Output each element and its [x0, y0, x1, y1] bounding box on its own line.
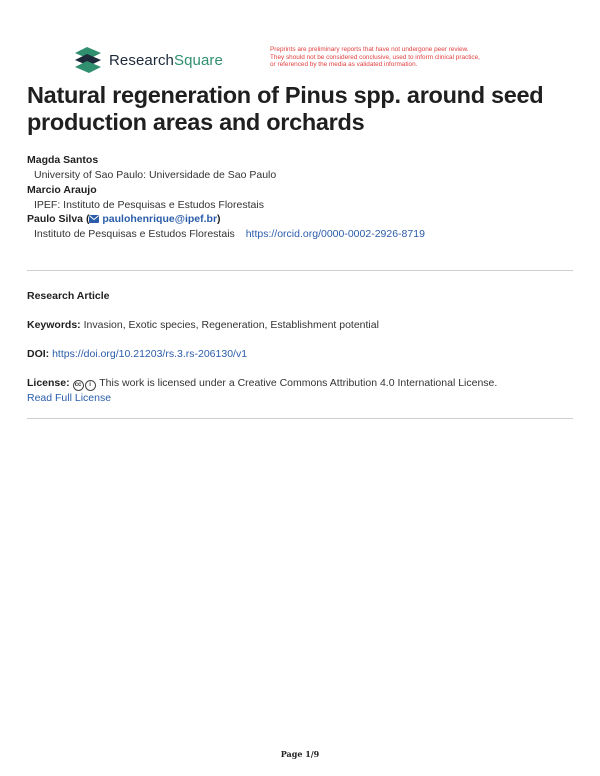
attribution-icon: i — [85, 380, 96, 391]
license-text: This work is licensed under a Creative Commons Attribution 4.0 International License. — [99, 377, 498, 389]
creative-commons-icon: cc — [73, 380, 84, 391]
doi-link[interactable]: https://doi.org/10.21203/rs.3.rs-206130/v1 — [52, 348, 248, 360]
research-square-logo-icon — [73, 47, 103, 73]
preprint-notice — [270, 46, 570, 69]
keywords-value: Invasion, Exotic species, Regeneration, Establishment potential — [83, 319, 379, 331]
email-open-paren: ( — [85, 213, 90, 225]
corresponding-author — [27, 212, 577, 227]
email-close-paren: ) — [217, 213, 221, 225]
author-affiliation: University of Sao Paulo: Universidade de Sao Paulo — [34, 169, 277, 181]
license-label: License: — [27, 377, 70, 389]
page-number: Page 1/9 — [280, 749, 320, 759]
research-square-logo[interactable] — [73, 47, 223, 73]
preprint-notice-line: or referenced by the media as validated information. — [270, 61, 418, 69]
author-email: paulohenrique@ipef.br — [102, 213, 218, 225]
doi-label: DOI: — [27, 348, 50, 360]
keywords-row — [27, 318, 577, 333]
author-affiliation: IPEF: Instituto de Pesquisas e Estudos Florestais — [34, 198, 264, 211]
author-name[interactable]: Marcio Araujo — [27, 183, 97, 196]
author-name[interactable]: Magda Santos — [27, 154, 99, 166]
read-full-license-link[interactable]: Read Full License — [27, 392, 112, 404]
divider — [27, 418, 573, 419]
article-type: Research Article — [27, 290, 110, 302]
preprint-notice-line: Preprints are preliminary reports that have not undergone peer review. — [270, 46, 469, 53]
author-list — [27, 153, 577, 242]
author-email-link[interactable] — [89, 213, 217, 225]
keywords-label: Keywords: — [27, 319, 81, 331]
envelope-icon — [89, 215, 99, 223]
doi-row — [27, 347, 577, 362]
license-row — [27, 376, 577, 406]
brand-name-research: Research — [109, 51, 174, 69]
author-affiliation: Instituto de Pesquisas e Estudos Florestais — [34, 228, 235, 240]
orcid-link[interactable]: https://orcid.org/0000-0002-2926-8719 — [245, 228, 425, 240]
corresponding-affiliation-row — [27, 227, 577, 242]
brand-name — [109, 52, 223, 69]
brand-name-square: Square — [174, 51, 223, 69]
paper-title: Natural regeneration of Pinus spp. around seed production areas and orchards — [27, 82, 544, 135]
author-name[interactable]: Paulo Silva — [27, 213, 84, 225]
divider — [27, 270, 573, 271]
preprint-notice-line: They should not be considered conclusive, used to inform clinical practice, — [270, 53, 480, 61]
